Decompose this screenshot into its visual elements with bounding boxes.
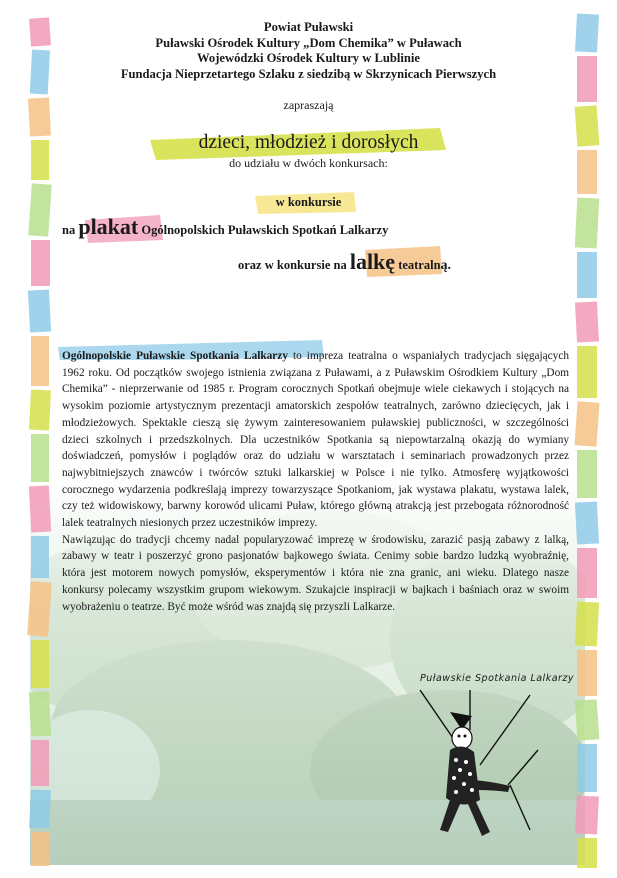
poster-suffix: Ogólnopolskich Puławskich Spotkań Lalkarzy	[138, 223, 389, 237]
poster-prefix: na	[62, 223, 79, 237]
organizer-line-2: Puławski Ośrodek Kultury „Dom Chemika” w Puławach	[155, 35, 462, 50]
paragraph-1	[62, 348, 569, 532]
doll-mid: teatraln	[395, 258, 441, 272]
festival-signature: Puławskie Spotkania Lalkarzy	[420, 673, 575, 684]
organizer-line-3: Wojewódzki Ośrodek Kultury w Lublinie	[197, 51, 420, 65]
organizer-line-4: Fundacja Nieprzetartego Szlaku z siedzibą w Skrzynicach Pierwszych	[120, 66, 497, 81]
paragraph-1-text: to impreza teatralna o wspaniałych tradycjach sięgających 1962 roku. Od początków swojego istnienia związana z Puławami, a z Puławskim Ośrodkiem Kultury „Dom Chemika” - nieprzerwanie od 1985 r. Program corocznych Spotkań obejmuje wiele ciekawych i stojących na wysokim poziomie artystycznym prezentacji amatorskich zespołów teatralnych, zarówno dziecięcych, jak i młodzieżowych. Spektakle cieszą się żywym zainteresowaniem puławskiej publiczności, w szczególności dzieci szkolnych i przedszkolnych. Dla uczestników Spotkania są niepowtarzalną okazją do wymiany doświadczeń, pomysłów i poglądów oraz do udziału w warsztatach i seminariach prowadzonych przez najwybitniejszych znawców i twórców sztuki lalkarskiej w Polsce i nie tylko. Atmosferę wyjątkowości corocznego wydarzenia podkreślają imprezy towarzyszące Spotkaniom, jak wystawa plakatu, wystawa lalek, czy też widowiskowy, barwny korowód ulicami Puław, którego główną atrakcją jest przebogata różnorodność lalek teatralnych niesionych przez uczestników imprezy.	[62, 350, 569, 530]
invite-verb: zapraszają	[283, 98, 334, 112]
doll-word: lalkę	[349, 249, 396, 274]
poster-contest-line	[62, 214, 388, 240]
puppet-drawing-icon	[410, 690, 540, 840]
festival-name-bold: Ogólnopolskie Puławskie Spotkania Lalkarzy	[62, 350, 288, 362]
contest-intro: w konkursie	[275, 195, 342, 209]
highlight-strokes	[0, 0, 617, 360]
audience-title: dzieci, młodzież i dorosłych	[198, 132, 419, 153]
paragraph-2: Nawiązując do tradycji chcemy nadal popularyzować imprezę w środowisku, zarazić pasją zabawy z lalką, zabawy w teatr i poszerzyć grono pasjonatów bajkowego świata. Cenimy sobie bardzo ludzką wyobraźnię, która jest motorem nowych pomysłów, eksperymentów i która nie zna granic, ani wieku. Dlatego nasze konkursy polecamy wszystkim grupom wiekowym. Szukajcie inspiracji w bajkach i baśniach oraz w swoim wyobrażeniu o teatrze. Być może wśród was znajdą się przyszli Lalkarze.	[62, 533, 569, 613]
doll-contest-line	[238, 249, 451, 275]
audience-subtitle: do udziału w dwóch konkursach:	[229, 156, 388, 170]
organizer-line-1: Powiat Puławski	[263, 20, 354, 34]
doll-prefix: oraz w konkursie na	[238, 258, 350, 272]
doll-end: ą.	[440, 258, 452, 273]
description-text	[62, 348, 569, 615]
poster-word: plakat	[78, 214, 139, 239]
